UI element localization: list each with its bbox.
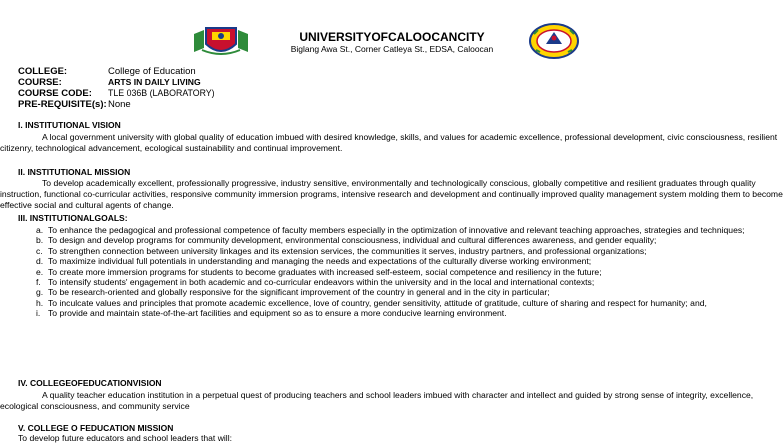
college-value: College of Education — [108, 66, 196, 77]
university-name: UNIVERSITYOFCALOOCANCITY — [299, 30, 485, 44]
course-code-label: COURSE CODE: — [18, 88, 92, 99]
college-seal-icon — [528, 22, 580, 60]
list-item: f. To intensify students' engagement in both academic and co-curricular endeavors within the university and in the local and international contexts; — [36, 277, 595, 288]
prerequisite-label: PRE-REQUISITE(s): — [18, 99, 107, 110]
institutional-mission-heading: II. INSTITUTIONAL MISSION — [18, 167, 131, 177]
institutional-vision-text: A local government university with global quality of education imbued with desired knowledge, skills, and values for academic excellence, professional development, civic consciousness, resilient citizenry, technological advancement, ecological sustainability and continual improvement. — [0, 132, 778, 153]
institutional-mission-text: To develop academically excellent, professionally progressive, industry sensitive, environmentally and technologically conscious, globally competitive and resilient graduates through quality instruction, functional co-curricular activities, responsive community immersion programs, intensive research and development and continually improved quality management system molding them to become effective social and cultural agents of change. — [0, 178, 783, 210]
goals-list — [0, 225, 784, 319]
university-address: Biglang Awa St., Corner Catleya St., EDSA, Caloocan — [290, 44, 494, 54]
institutional-goals-heading: III. INSTITUTIONALGOALS: — [18, 213, 128, 223]
course-label: COURSE: — [18, 77, 62, 88]
list-item: d. To maximize individual full potentials in understanding and managing the needs and expectations of the culturally diverse working environment; — [36, 256, 592, 267]
college-mission-text: To develop future educators and school leaders that will: — [18, 433, 233, 443]
list-item: a. To enhance the pedagogical and professional competence of faculty members especially in the optimization of innovative and relevant teaching approaches, strategies and techniques; — [36, 225, 745, 235]
list-item: b. To design and develop programs for community development, environmental consciousness, individual and cultural differences awareness, and gender equality; — [36, 235, 657, 246]
course-value: ARTS IN DAILY LIVING — [108, 77, 201, 87]
prerequisite-value: None — [108, 99, 131, 110]
list-item: i. To provide and maintain state-of-the-art facilities and equipment so as to ensure a more conducive learning environment. — [36, 308, 507, 319]
college-mission-heading: V. COLLEGE O FEDUCATION MISSION — [18, 423, 174, 433]
college-label: COLLEGE: — [18, 66, 68, 77]
list-item: c. To strengthen connection between university linkages and its extension services, the communities it serves, industry partners, and professional organizations; — [36, 245, 647, 256]
list-item: h. To inculcate values and principles that promote academic excellence, love of country, gender sensitivity, attitude of gratitude, culture of sharing and respect for humanity; and, — [36, 297, 707, 308]
college-vision-text: A quality teacher education institution in a perpetual quest of producing teachers and school leaders imbued with character and intellect and guided by strong sense of integrity, excellence, ecological consciousness, and community service — [0, 390, 754, 411]
college-vision-heading: IV. COLLEGEOFEDUCATIONVISION — [18, 378, 162, 388]
list-item: g. To be research-oriented and globally responsive for the significant improvement of the country in general and in the city in particular; — [36, 287, 550, 298]
course-code-value: TLE 036B (LABORATORY) — [108, 88, 215, 98]
list-item: e. To create more immersion programs for students to become graduates with increased self-esteem, social competence and resiliency in the future; — [36, 266, 602, 277]
institutional-vision-heading: I. INSTITUTIONAL VISION — [18, 120, 121, 130]
